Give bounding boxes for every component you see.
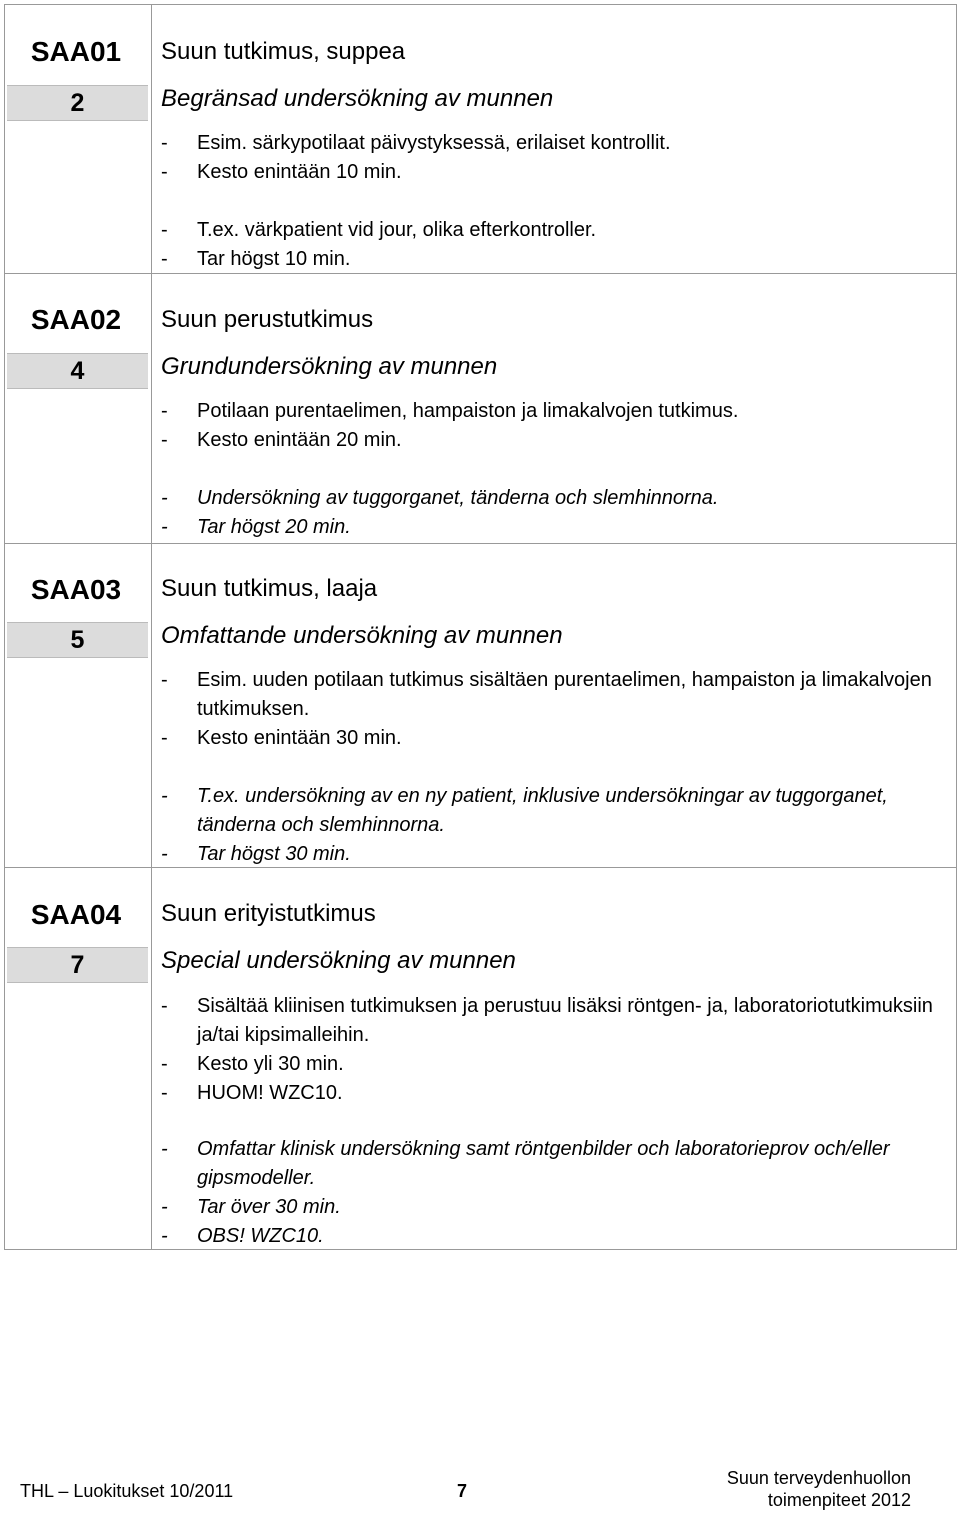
procedure-code: SAA01 <box>30 36 122 67</box>
procedure-code: SAA02 <box>30 304 122 335</box>
footer-title-line: Suun terveydenhuollon <box>726 1468 911 1488</box>
list-item: - Tar över 30 min. <box>161 1196 341 1218</box>
procedure-subtitle: Special undersökning av munnen <box>161 947 516 974</box>
procedure-score: 7 <box>7 947 148 983</box>
procedure-title: Suun tutkimus, suppea <box>161 38 406 65</box>
list-item: - Kesto yli 30 min. <box>161 1053 344 1075</box>
list-item: - T.ex. värkpatient vid jour, olika efterkontroller. <box>161 219 597 241</box>
procedure-subtitle: Omfattande undersökning av munnen <box>161 622 563 649</box>
sv-description-list <box>161 1135 942 1251</box>
list-item: - Omfattar klinisk undersökning samt röntgenbilder och laboratorieprov och/eller gipsmodeller. <box>161 1138 890 1189</box>
fi-description-list <box>161 397 942 455</box>
procedure-subtitle: Grundundersökning av munnen <box>161 353 498 380</box>
column-divider <box>151 5 152 1249</box>
sv-description-list <box>161 782 942 869</box>
list-item: - Kesto enintään 30 min. <box>161 727 402 749</box>
list-item: - Undersökning av tuggorganet, tänderna och slemhinnorna. <box>161 487 719 509</box>
list-item: - Tar högst 30 min. <box>161 843 351 865</box>
list-item: - Potilaan purentaelimen, hampaiston ja limakalvojen tutkimus. <box>161 400 739 422</box>
procedure-code: SAA03 <box>30 574 122 605</box>
procedure-code: SAA04 <box>30 899 122 930</box>
procedure-score: 2 <box>7 85 148 121</box>
footer-publication: THL – Luokitukset 10/2011 <box>20 1481 234 1501</box>
sv-description-list <box>161 216 942 274</box>
procedure-table <box>4 4 957 1250</box>
list-item: - OBS! WZC10. <box>161 1225 324 1247</box>
list-item: - Sisältää kliinisen tutkimuksen ja perustuu lisäksi röntgen- ja, laboratoriotutkimuksiin ja/tai kipsimalleihin. <box>161 995 933 1046</box>
procedure-subtitle: Begränsad undersökning av munnen <box>161 85 554 112</box>
list-item: - Tar högst 10 min. <box>161 248 351 270</box>
procedure-title: Suun erityistutkimus <box>161 900 376 927</box>
procedure-title: Suun tutkimus, laaja <box>161 575 378 602</box>
fi-description-list <box>161 666 942 753</box>
page-number: 7 <box>457 1481 468 1501</box>
fi-description-list <box>161 992 942 1108</box>
list-item: - Tar högst 20 min. <box>161 516 351 538</box>
list-item: - Esim. uuden potilaan tutkimus sisältäen purentaelimen, hampaiston ja limakalvojen tutkimuksen. <box>161 669 932 720</box>
list-item: - Esim. särkypotilaat päivystyksessä, erilaiset kontrollit. <box>161 132 671 154</box>
procedure-score: 4 <box>7 353 148 389</box>
procedure-score: 5 <box>7 622 148 658</box>
row-divider <box>5 543 956 544</box>
footer-document-title <box>700 1467 911 1511</box>
list-item: - Kesto enintään 10 min. <box>161 161 402 183</box>
list-item: - HUOM! WZC10. <box>161 1082 343 1104</box>
procedure-title: Suun perustutkimus <box>161 306 374 333</box>
list-item: - Kesto enintään 20 min. <box>161 429 402 451</box>
footer-title-line: toimenpiteet 2012 <box>767 1490 911 1510</box>
fi-description-list <box>161 129 942 187</box>
sv-description-list <box>161 484 942 542</box>
list-item: - T.ex. undersökning av en ny patient, inklusive undersökningar av tuggorganet, tänderna och slemhinnorna. <box>161 785 888 836</box>
